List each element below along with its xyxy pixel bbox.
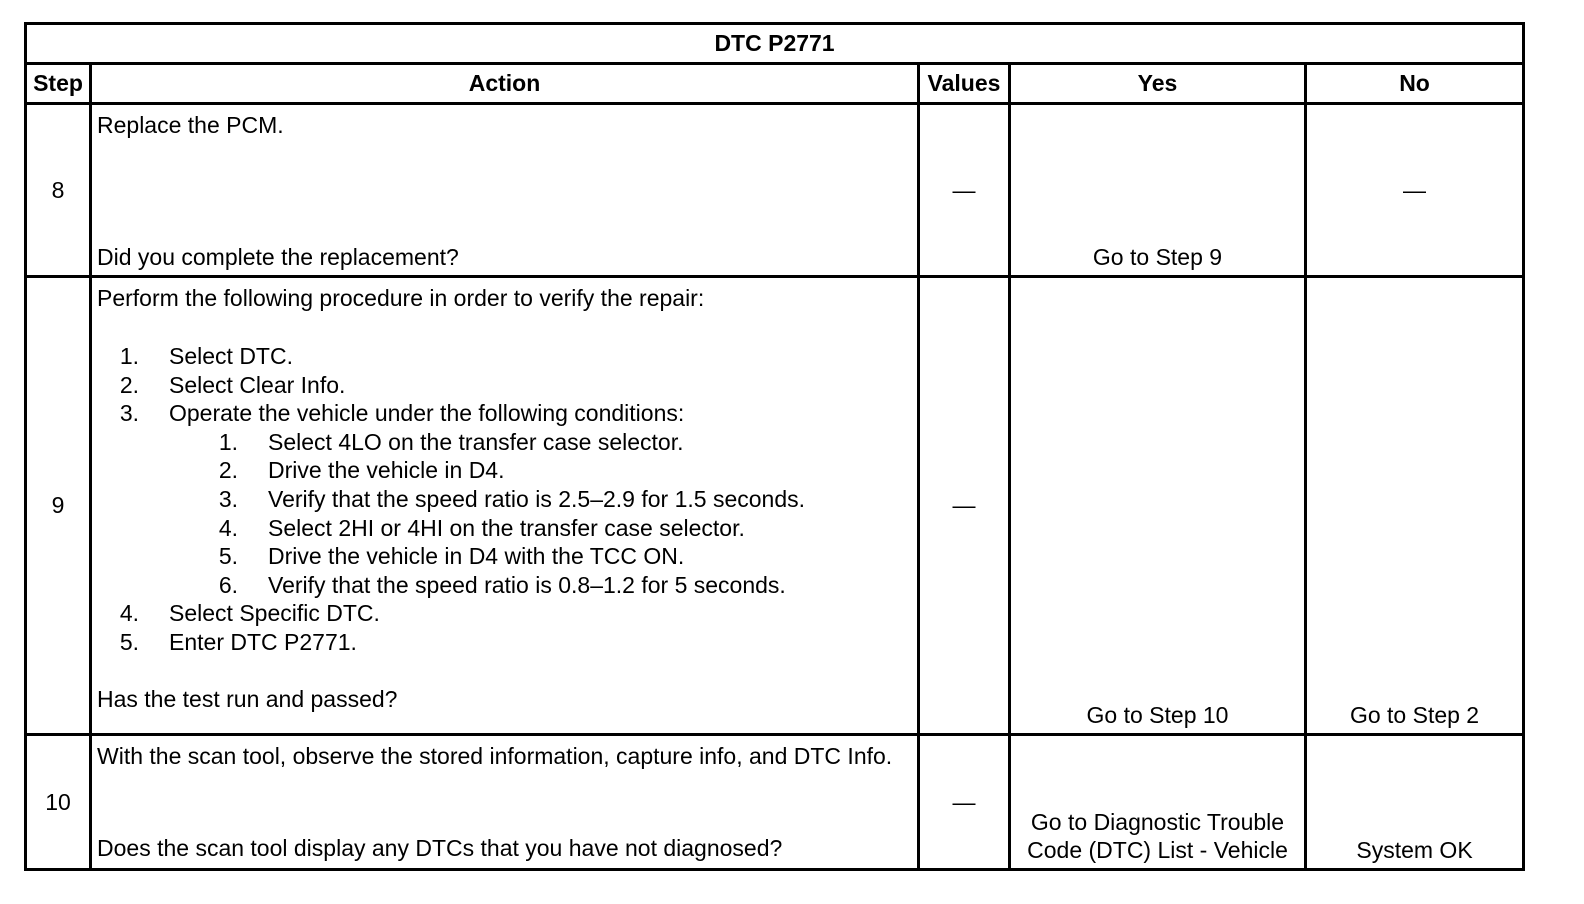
no-cell: — (1306, 104, 1524, 277)
list-item: 4. Select Specific DTC. (119, 600, 380, 627)
action-cell (91, 104, 919, 277)
table-row (26, 735, 1524, 870)
values-cell: — (919, 735, 1010, 870)
sub-list-item: 5. Drive the vehicle in D4 with the TCC ON. (218, 543, 685, 570)
no-result: System OK (1306, 735, 1524, 870)
action-cell (91, 735, 919, 870)
sub-list-item: 3. Verify that the speed ratio is 2.5–2.9 for 1.5 seconds. (218, 485, 805, 512)
no-link[interactable]: Go to Step 2 (1306, 277, 1524, 735)
action-intro: With the scan tool, observe the stored information, capture info, and DTC Info. (97, 743, 893, 769)
values-cell: — (919, 277, 1010, 735)
yes-link[interactable]: Go to Step 9 (1010, 104, 1306, 277)
step-number: 10 (26, 735, 91, 870)
action-question: Does the scan tool display any DTCs that you have not diagnosed? (97, 835, 783, 861)
yes-link[interactable] (1010, 735, 1306, 870)
action-intro: Perform the following procedure in order to verify the repair: (97, 285, 705, 311)
list-item: 2. Select Clear Info. (119, 371, 346, 398)
sub-list-item: 2. Drive the vehicle in D4. (218, 457, 505, 484)
action-question: Did you complete the replacement? (97, 244, 459, 270)
header-yes: Yes (1010, 64, 1306, 104)
values-cell: — (919, 104, 1010, 277)
action-question: Has the test run and passed? (97, 685, 398, 712)
table-title: DTC P2771 (26, 24, 1524, 64)
dtc-table (24, 22, 1525, 871)
list-item: 3. Operate the vehicle under the following conditions: (119, 400, 685, 427)
header-step: Step (26, 64, 91, 104)
procedure-list (97, 342, 913, 657)
sub-list-item: 4. Select 2HI or 4HI on the transfer case selector. (218, 514, 745, 541)
header-action: Action (91, 64, 919, 104)
yes-line-1: Go to Diagnostic Trouble (1030, 809, 1285, 835)
sub-list-item: 1. Select 4LO on the transfer case selector. (218, 428, 684, 455)
table-row (26, 104, 1524, 277)
header-no: No (1306, 64, 1524, 104)
list-item: 1. Select DTC. (119, 343, 293, 369)
header-values: Values (919, 64, 1010, 104)
sub-list-item: 6. Verify that the speed ratio is 0.8–1.2 for 5 seconds. (218, 571, 786, 598)
action-intro: Replace the PCM. (97, 112, 284, 138)
yes-link[interactable]: Go to Step 10 (1010, 277, 1306, 735)
step-number: 9 (26, 277, 91, 735)
table-row (26, 277, 1524, 735)
list-item: 5. Enter DTC P2771. (119, 628, 357, 655)
action-cell (91, 277, 919, 735)
step-number: 8 (26, 104, 91, 277)
yes-line-2: Code (DTC) List - Vehicle (1027, 837, 1288, 863)
